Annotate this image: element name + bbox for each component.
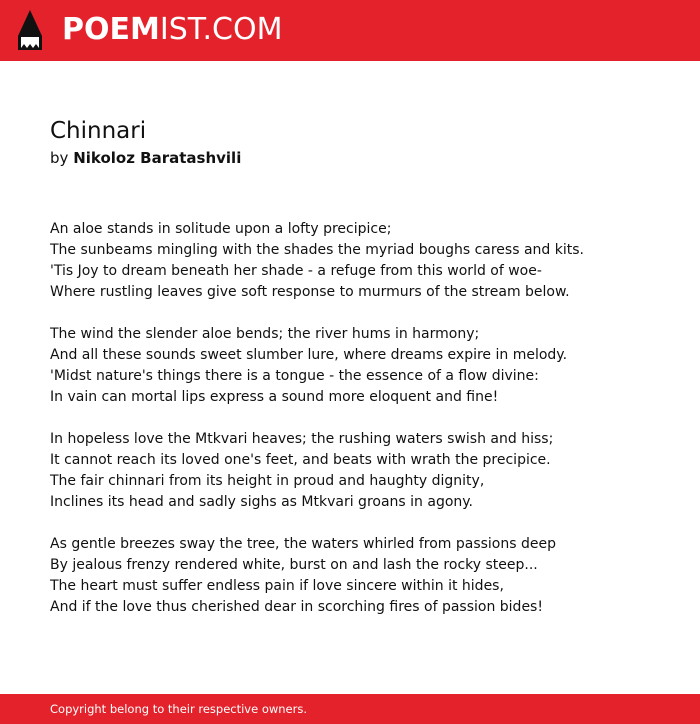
poem-line: Where rustling leaves give soft response to murmurs of the stream below. — [50, 284, 570, 300]
poem-line: And all these sounds sweet slumber lure, where dreams expire in melody. — [50, 347, 568, 363]
poem-line: It cannot reach its loved one's feet, and beats with wrath the precipice. — [50, 452, 551, 468]
poem-line: The sunbeams mingling with the shades the myriad boughs caress and kits. — [50, 242, 584, 258]
poem-line: The wind the slender aloe bends; the river hums in harmony; — [50, 326, 480, 342]
stanza-1 — [50, 219, 670, 303]
logo-text-light: IST.COM — [159, 12, 283, 47]
author-name[interactable]: Nikoloz Baratashvili — [73, 149, 242, 167]
stanza-2 — [50, 324, 670, 408]
poem-line: And if the love thus cherished dear in scorching fires of passion bides! — [50, 599, 543, 615]
poem-line: The heart must suffer endless pain if love sincere within it hides, — [50, 578, 504, 594]
logo-text-bold: POEM — [62, 12, 160, 47]
stanza-3 — [50, 429, 670, 513]
site-header — [0, 0, 700, 61]
poem-line: 'Midst nature's things there is a tongue - the essence of a flow divine: — [50, 368, 539, 384]
poem-byline — [50, 148, 241, 168]
poem-body — [50, 219, 670, 639]
poem-line: The fair chinnari from its height in proud and haughty dignity, — [50, 473, 485, 489]
poem-line: 'Tis Joy to dream beneath her shade - a refuge from this world of woe- — [50, 263, 542, 279]
site-logo[interactable] — [62, 12, 282, 48]
poem-title: Chinnari — [50, 118, 147, 144]
poem-line: In vain can mortal lips express a sound more eloquent and fine! — [50, 389, 499, 405]
pencil-tip-icon[interactable] — [18, 10, 42, 50]
site-footer — [0, 694, 700, 724]
poem-line: In hopeless love the Mtkvari heaves; the rushing waters swish and hiss; — [50, 431, 554, 447]
by-label: by — [50, 149, 69, 167]
poem-line: By jealous frenzy rendered white, burst on and lash the rocky steep... — [50, 557, 538, 573]
stanza-4 — [50, 534, 670, 618]
poem-line: Inclines its head and sadly sighs as Mtkvari groans in agony. — [50, 494, 474, 510]
copyright-notice: Copyright belong to their respective owners. — [50, 702, 308, 716]
poem-line: As gentle breezes sway the tree, the waters whirled from passions deep — [50, 536, 556, 552]
poem-line: An aloe stands in solitude upon a lofty precipice; — [50, 221, 392, 237]
